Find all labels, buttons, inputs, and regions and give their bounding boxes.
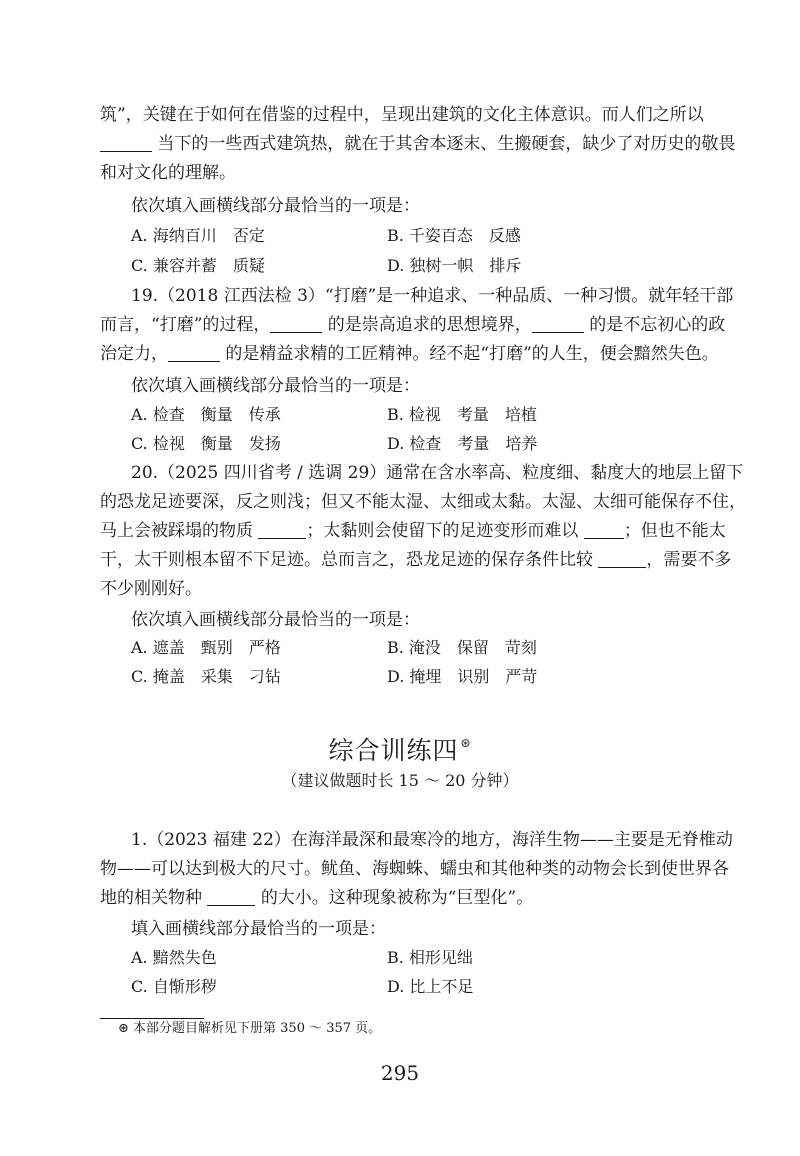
question-prompt: 依次填入画横线部分最恰当的一项是： [131,376,420,396]
question-prompt: 依次填入画横线部分最恰当的一项是： [131,610,420,630]
option-b: B. 相形见绌 [387,948,473,967]
option-a: A. 遮盖 甄别 严格 [131,638,281,657]
section-title: 综合训练四 ⊛ [328,736,472,765]
q1-line-2: 物——可以达到极大的尺寸。鱿鱼、海蜘蛛、蠕虫和其他种类的动物会长到使世界各 [100,859,729,879]
q20-line-2: 的恐龙足迹要深，反之则浅；但又不能太湿、太细或太黏。太湿、太细可能保存不住， [100,492,746,512]
option-a: A. 海纳百川 否定 [131,226,265,245]
option-b: B. 检视 考量 培植 [387,405,537,424]
answer-blank [532,316,584,333]
footnote-divider [100,1018,204,1019]
option-d: D. 检查 考量 培养 [387,434,538,453]
option-b: B. 淹没 保留 苛刻 [387,638,537,657]
answer-blank [168,345,220,362]
q19-line-3: 治定力， 的是精益求精的工匠精神。经不起“打磨”的人生，便会黯然失色。 [100,344,719,364]
q20-line-4: 干，太干则根本留不下足迹。总而言之，恐龙足迹的保存条件比较 ，需要不多 [100,550,732,570]
answer-blank [270,316,322,333]
answer-blank [100,135,152,152]
answer-blank [584,522,624,539]
q19-line-1: 19.（2018 江西法检 3）“打磨”是一种追求、一种品质、一种习惯。就年轻干部 [131,286,734,306]
q20-line-1: 20.（2025 四川省考 / 选调 29）通常在含水率高、粒度细、黏度大的地层上留下 [131,463,744,483]
cont-line-2: 当下的一些西式建筑热，就在于其舍本逐末、生搬硬套，缺少了对历史的敬畏 [100,133,700,155]
question-prompt: 依次填入画横线部分最恰当的一项是： [131,196,420,216]
option-c: C. 掩盖 采集 刁钻 [131,667,281,686]
page-number: 295 [380,1061,420,1085]
option-d: D. 掩埋 识别 严苛 [387,667,538,686]
q20-line-5: 不少刚刚好。 [100,579,202,599]
option-a: A. 黯然失色 [131,948,217,967]
q1-line-1: 1.（2023 福建 22）在海洋最深和最寒冷的地方，海洋生物——主要是无脊椎动 [131,830,733,850]
option-b: B. 千姿百态 反感 [387,226,521,245]
option-d: D. 独树一帜 排斥 [387,256,522,275]
q19-line-2: 而言，“打磨”的过程， 的是崇高追求的思想境界， 的是不忘初心的政 [100,315,726,335]
cont-line-1: 筑”，关键在于如何在借鉴的过程中，呈现出建筑的文化主体意识。而人们之所以 [100,105,704,125]
answer-blank [258,522,306,539]
footnote-mark-icon: ⊛ [460,736,472,750]
q1-line-3: 地的相关物种 的大小。这种现象被称为“巨型化”。 [100,888,534,908]
option-d: D. 比上不足 [387,977,474,996]
answer-blank [207,889,255,906]
option-c: C. 检视 衡量 发扬 [131,434,281,453]
question-prompt: 填入画横线部分最恰当的一项是： [131,919,386,939]
answer-blank [598,551,646,568]
option-c: C. 自惭形秽 [131,977,217,996]
option-c: C. 兼容并蓄 质疑 [131,256,265,275]
cont-line-3: 和对文化的理解。 [100,163,236,183]
footnote: ⊛ 本部分题目解析见下册第 350 ～ 357 页。 [118,1021,382,1036]
section-subtitle: （建议做题时长 15 ～ 20 分钟） [281,771,519,790]
option-a: A. 检查 衡量 传承 [131,405,281,424]
q20-line-3: 马上会被踩塌的物质 ；太黏则会使留下的足迹变形而难以 ；但也不能太 [100,521,726,541]
